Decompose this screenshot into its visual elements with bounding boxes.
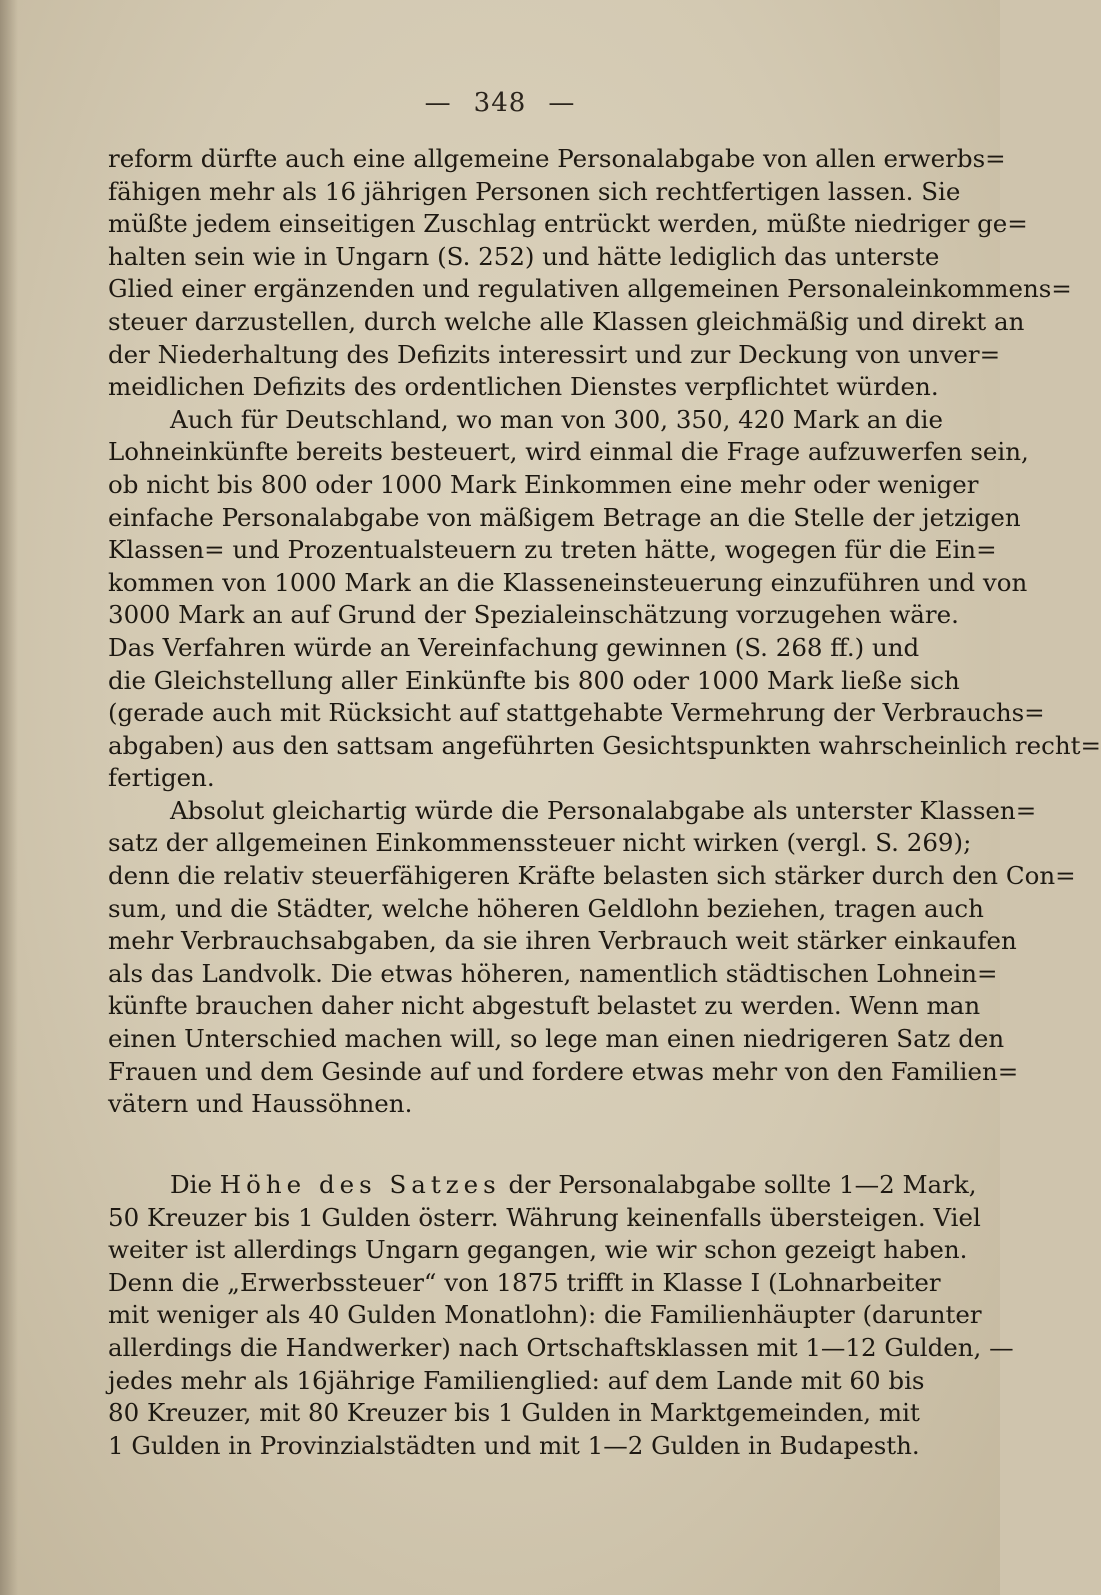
text-line: allerdings die Handwerker) nach Ortschaftsklassen mit 1—12 Gulden, — [108,1332,1014,1362]
text-line: Lohneinkünfte bereits besteuert, wird einmal die Frage aufzuwerfen sein, [108,437,1029,467]
text-line: abgaben) aus den sattsam angeführten Gesichtspunkten wahrscheinlich recht= [108,730,1101,760]
text-line: Denn die „Erwerbssteuer“ von 1875 trifft in Klasse I (Lohnarbeiter [108,1267,941,1297]
page-number [0,88,1000,118]
text-run: Die [170,1170,220,1199]
text-block-lower [108,1169,1014,1462]
text-line: ob nicht bis 800 oder 1000 Mark Einkommen eine mehr oder weniger [108,469,979,499]
text-line: steuer darzustellen, durch welche alle Klassen gleichmäßig und direkt an [108,306,1025,336]
text-line: 1 Gulden in Provinzialstädten und mit 1—2 Gulden in Budapesth. [108,1430,920,1460]
text-line: 3000 Mark an auf Grund der Spezialeinschätzung vorzugehen wäre. [108,600,959,630]
text-line: die Gleichstellung aller Einkünfte bis 800 oder 1000 Mark ließe sich [108,665,960,695]
page-number-value: 348 [473,88,527,118]
text-line: müßte jedem einseitigen Zuschlag entrückt werden, müßte niedriger ge= [108,209,1028,239]
text-line: denn die relativ steuerfähigeren Kräfte belasten sich stärker durch den Con= [108,861,1076,891]
paragraph-start-line: Auch für Deutschland, wo man von 300, 350, 420 Mark an die [170,404,943,434]
text-line: meidlichen Defizits des ordentlichen Dienstes verpflichtet würden. [108,372,939,402]
paragraph-start-line: Absolut gleichartig würde die Personalabgabe als unterster Klassen= [170,795,1037,825]
text-line: fähigen mehr als 16 jährigen Personen sich rechtfertigen lassen. Sie [108,176,961,206]
text-line: Klassen= und Prozentualsteuern zu treten hätte, wogegen für die Ein= [108,535,997,565]
text-line: (gerade auch mit Rücksicht auf stattgehabte Vermehrung der Verbrauchs= [108,698,1045,728]
paragraph-start-line [108,1169,977,1202]
page-number-dash-right: — [548,88,576,118]
text-line: einfache Personalabgabe von mäßigem Betrage an die Stelle der jetzigen [108,502,1021,532]
text-line: als das Landvolk. Die etwas höheren, namentlich städtischen Lohnein= [108,958,998,988]
text-line: jedes mehr als 16jährige Familienglied: auf dem Lande mit 60 bis [108,1365,925,1395]
text-line: 80 Kreuzer, mit 80 Kreuzer bis 1 Gulden in Marktgemeinden, mit [108,1398,920,1428]
text-line: satz der allgemeinen Einkommenssteuer nicht wirken (vergl. S. 269); [108,828,972,858]
text-line: künfte brauchen daher nicht abgestuft belastet zu werden. Wenn man [108,991,981,1021]
text-line: der Niederhaltung des Defizits interessirt und zur Deckung von unver= [108,339,1001,369]
text-run: der Personalabgabe sollte 1—2 Mark, [500,1170,977,1199]
page-number-dash-left: — [424,88,452,118]
text-line: Frauen und dem Gesinde auf und fordere etwas mehr von den Familien= [108,1056,1019,1086]
text-line: kommen von 1000 Mark an die Klasseneinsteuerung einzuführen und von [108,567,1028,597]
text-line: 50 Kreuzer bis 1 Gulden österr. Währung keinenfalls übersteigen. Viel [108,1202,981,1232]
text-line: mit weniger als 40 Gulden Monatlohn): die Familienhäupter (darunter [108,1300,982,1330]
text-line: halten sein wie in Ungarn (S. 252) und hätte lediglich das unterste [108,241,940,271]
text-line: fertigen. [108,763,215,793]
text-line: sum, und die Städter, welche höheren Geldlohn beziehen, tragen auch [108,893,984,923]
text-line: Glied einer ergänzenden und regulativen allgemeinen Personaleinkommens= [108,274,1072,304]
emphasized-phrase: Höhe des Satzes [219,1170,501,1199]
text-line: einen Unterschied machen will, so lege man einen niedrigeren Satz den [108,1024,1005,1054]
text-line: vätern und Haussöhnen. [108,1089,413,1119]
text-line: Das Verfahren würde an Vereinfachung gewinnen (S. 268 ff.) und [108,632,920,662]
text-block-upper [108,143,1101,1121]
text-line: weiter ist allerdings Ungarn gegangen, wie wir schon gezeigt haben. [108,1235,968,1265]
text-line: mehr Verbrauchsabgaben, da sie ihren Verbrauch weit stärker einkaufen [108,926,1017,956]
text-line: reform dürfte auch eine allgemeine Personalabgabe von allen erwerbs= [108,144,1006,173]
